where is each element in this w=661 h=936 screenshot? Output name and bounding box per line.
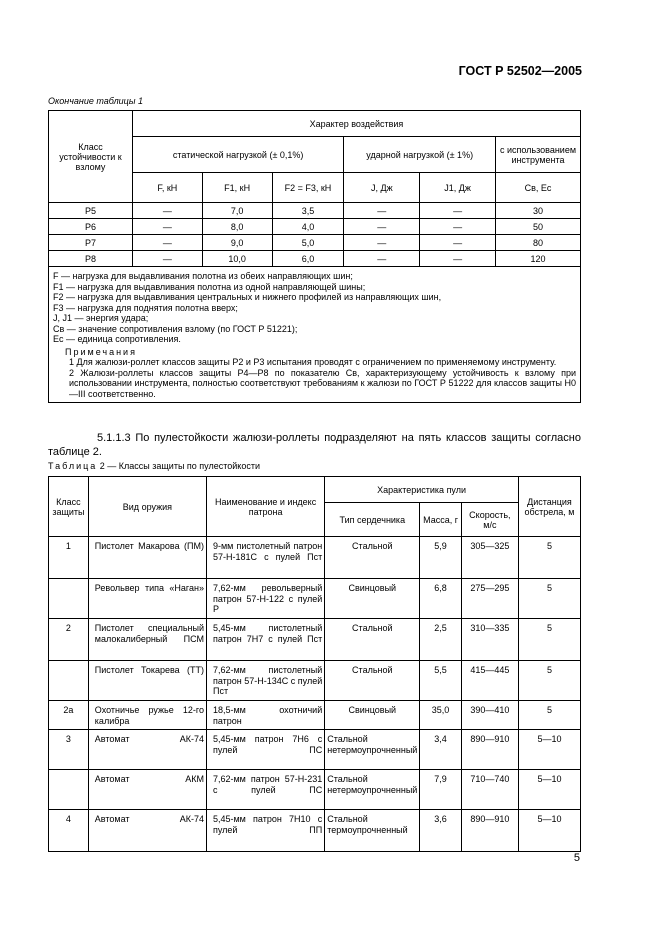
t1-cell: — bbox=[344, 203, 420, 219]
t2-cell-cartridge: 7,62-мм патрон 57-Н-231 с пулей ПС bbox=[206, 770, 324, 810]
t2-cell-dist: 5 bbox=[518, 661, 580, 701]
t1-cell: P7 bbox=[49, 235, 133, 251]
t2-cell-speed: 890—910 bbox=[461, 730, 518, 770]
document-header: ГОСТ Р 52502—2005 bbox=[458, 64, 582, 78]
t1-cell: 50 bbox=[496, 219, 581, 235]
legend-line: Cв — значение сопротивления взлому (по ГОСТ Р 51221); bbox=[53, 323, 298, 334]
t2-cell-cls bbox=[49, 661, 89, 701]
t1-cell: — bbox=[132, 251, 202, 267]
t1-cell: — bbox=[132, 235, 202, 251]
table2-caption-word: Таблица bbox=[48, 461, 98, 471]
t1-cell: P5 bbox=[49, 203, 133, 219]
t1-row bbox=[49, 219, 581, 235]
t2-cell-weapon: Пистолет Токарева (ТТ) bbox=[88, 661, 206, 701]
t2-cell-mass: 6,8 bbox=[420, 579, 461, 619]
note-1: 1 Для жалюзи-роллет классов защиты P2 и P3 испытания проводят с ограничением по применяемому инструменту. bbox=[69, 357, 557, 367]
t1-cell: 5,0 bbox=[272, 235, 344, 251]
t1-cell: 10,0 bbox=[202, 251, 272, 267]
t2-head-distance: Дистанция обстрела, м bbox=[518, 477, 580, 537]
t2-cell-speed: 390—410 bbox=[461, 701, 518, 730]
t2-row bbox=[49, 579, 581, 619]
t2-cell-cls: 2а bbox=[49, 701, 89, 730]
t2-cell-core: Стальной нетермоупрочненный bbox=[325, 730, 420, 770]
legend-line: F1 — нагрузка для выдавливания полотна из одной направляющей шины; bbox=[53, 281, 366, 292]
t1-row bbox=[49, 235, 581, 251]
page-number: 5 bbox=[573, 852, 580, 864]
t1-cell: — bbox=[344, 251, 420, 267]
t2-cell-speed: 710—740 bbox=[461, 770, 518, 810]
t2-cell-mass: 5,9 bbox=[420, 537, 461, 579]
t2-cell-cartridge: 5,45-мм патрон 7Н10 с пулей ПП bbox=[206, 810, 324, 852]
t2-cell-weapon: Автомат АК-74 bbox=[88, 810, 206, 852]
t2-cell-cartridge: 5,45-мм пистолетный патрон 7Н7 с пулей Пст bbox=[206, 619, 324, 661]
t1-cell: — bbox=[420, 219, 496, 235]
t2-head-core: Тип сердечника bbox=[325, 503, 420, 537]
t2-cell-cartridge: 7,62-мм пистолетный патрон 57-Н-134С с пулей Пст bbox=[206, 661, 324, 701]
t1-cell: 9,0 bbox=[202, 235, 272, 251]
t2-cell-mass: 2,5 bbox=[420, 619, 461, 661]
t2-row bbox=[49, 810, 581, 852]
t2-cell-weapon: Автомат АК-74 bbox=[88, 730, 206, 770]
note-2: 2 Жалюзи-роллеты классов защиты P4—P8 по показателю Cв, характеризующему устойчивость к взлому при использовании инструмента, полностью соответствуют требованиям к жалюзи по ГОСТ Р 51222 для классов защиты H0—III соответственно. bbox=[69, 367, 576, 399]
t2-head-weapon: Вид оружия bbox=[88, 477, 206, 537]
t2-cell-cls: 4 bbox=[49, 810, 89, 852]
t2-cell-core: Стальной термоупрочненный bbox=[325, 810, 420, 852]
t2-cell-cartridge: 9-мм пистолетный патрон 57-Н-181С с пулей Пст bbox=[206, 537, 324, 579]
table2-caption-rest: 2 — Классы защиты по пулестойкости bbox=[97, 461, 260, 471]
legend-line: F2 — нагрузка для выдавливания центральных и нижнего профилей из направляющих шин, bbox=[53, 292, 442, 302]
t2-cell-dist: 5—10 bbox=[518, 730, 580, 770]
table2-caption bbox=[48, 461, 260, 471]
t1-cell: — bbox=[420, 203, 496, 219]
t2-row bbox=[49, 537, 581, 579]
t1-cell: 8,0 bbox=[202, 219, 272, 235]
t1-cell: 3,5 bbox=[272, 203, 344, 219]
t1-notes bbox=[49, 267, 581, 403]
t2-head-class: Класс защиты bbox=[49, 477, 89, 537]
t2-cell-weapon: Пистолет специальный малокалиберный ПСМ bbox=[88, 619, 206, 661]
t2-cell-core: Стальной bbox=[325, 537, 420, 579]
t2-cell-speed: 415—445 bbox=[461, 661, 518, 701]
t2-row bbox=[49, 619, 581, 661]
t2-cell-mass: 7,9 bbox=[420, 770, 461, 810]
legend-line: J, J1 — энергия удара; bbox=[53, 313, 149, 323]
t1-head-impact: Характер воздействия bbox=[132, 111, 580, 137]
t2-cell-dist: 5 bbox=[518, 537, 580, 579]
t2-cell-cartridge: 7,62-мм револьверный патрон 57-Н-122 с пулей Р bbox=[206, 579, 324, 619]
t2-cell-mass: 3,4 bbox=[420, 730, 461, 770]
notes-title: Примечания bbox=[65, 346, 137, 357]
t2-cell-cls bbox=[49, 770, 89, 810]
t2-cell-dist: 5 bbox=[518, 701, 580, 730]
t2-cell-cls: 1 bbox=[49, 537, 89, 579]
t1-head-tool: с использованием инструмента bbox=[496, 137, 581, 173]
t2-cell-core: Свинцовый bbox=[325, 701, 420, 730]
legend-line: F — нагрузка для выдавливания полотна из обеих направляющих шин; bbox=[53, 271, 353, 281]
t2-cell-speed: 310—335 bbox=[461, 619, 518, 661]
t2-row bbox=[49, 770, 581, 810]
legend-line: F3 — нагрузка для поднятия полотна вверх; bbox=[53, 302, 238, 313]
t1-head-class: Класс устойчивости к взлому bbox=[49, 111, 133, 203]
t2-head-bullet: Характеристика пули bbox=[325, 477, 519, 503]
t2-head-mass: Масса, г bbox=[420, 503, 461, 537]
t1-head-static: статической нагрузкой (± 0,1%) bbox=[132, 137, 343, 173]
legend-line: Ec — единица сопротивления. bbox=[53, 334, 181, 344]
t2-cell-cls: 3 bbox=[49, 730, 89, 770]
t1-cell: — bbox=[420, 251, 496, 267]
table2 bbox=[48, 476, 581, 852]
t2-row bbox=[49, 701, 581, 730]
table1-caption: Окончание таблицы 1 bbox=[48, 96, 143, 106]
t1-row bbox=[49, 251, 581, 267]
t1-cell: 30 bbox=[496, 203, 581, 219]
t1-cell: P8 bbox=[49, 251, 133, 267]
t2-cell-dist: 5—10 bbox=[518, 770, 580, 810]
t1-sub-F1: F1, кН bbox=[202, 173, 272, 203]
t2-cell-cartridge: 5,45-мм патрон 7Н6 с пулей ПС bbox=[206, 730, 324, 770]
t2-cell-dist: 5 bbox=[518, 619, 580, 661]
t1-cell: 4,0 bbox=[272, 219, 344, 235]
t2-cell-cls: 2 bbox=[49, 619, 89, 661]
t1-cell: 120 bbox=[496, 251, 581, 267]
t2-head-cartridge: Наименование и индекс патрона bbox=[206, 477, 324, 537]
t1-cell: — bbox=[344, 219, 420, 235]
t2-cell-cartridge: 18,5-мм охотничий патрон bbox=[206, 701, 324, 730]
t2-cell-core: Стальной bbox=[325, 619, 420, 661]
t2-head-speed: Скорость, м/с bbox=[461, 503, 518, 537]
t1-head-shock: ударной нагрузкой (± 1%) bbox=[344, 137, 496, 173]
t2-cell-cls bbox=[49, 579, 89, 619]
t1-cell: — bbox=[132, 203, 202, 219]
t1-sub-J: J, Дж bbox=[344, 173, 420, 203]
t1-cell: P6 bbox=[49, 219, 133, 235]
t1-sub-J1: J1, Дж bbox=[420, 173, 496, 203]
t1-sub-F: F, кН bbox=[132, 173, 202, 203]
table1 bbox=[48, 110, 581, 403]
t1-sub-Cv: Cв, Ec bbox=[496, 173, 581, 203]
t1-cell: — bbox=[420, 235, 496, 251]
t2-cell-dist: 5 bbox=[518, 579, 580, 619]
t2-cell-weapon: Автомат АКМ bbox=[88, 770, 206, 810]
t1-row bbox=[49, 203, 581, 219]
t2-cell-mass: 5,5 bbox=[420, 661, 461, 701]
t2-cell-core: Свинцовый bbox=[325, 579, 420, 619]
t2-row bbox=[49, 730, 581, 770]
t2-cell-mass: 35,0 bbox=[420, 701, 461, 730]
t2-row bbox=[49, 661, 581, 701]
t2-cell-weapon: Пистолет Макарова (ПМ) bbox=[88, 537, 206, 579]
t2-cell-mass: 3,6 bbox=[420, 810, 461, 852]
t2-cell-weapon: Револьвер типа «Наган» bbox=[88, 579, 206, 619]
t2-cell-core: Стальной нетермоупрочненный bbox=[325, 770, 420, 810]
t1-cell: — bbox=[344, 235, 420, 251]
t1-cell: 80 bbox=[496, 235, 581, 251]
t1-cell: — bbox=[132, 219, 202, 235]
paragraph-5-1-1-3: 5.1.1.3 По пулестойкости жалюзи-роллеты подразделяют на пять классов защиты согласно таблице 2. bbox=[48, 432, 581, 458]
t2-cell-speed: 275—295 bbox=[461, 579, 518, 619]
t1-cell: 7,0 bbox=[202, 203, 272, 219]
t2-cell-dist: 5—10 bbox=[518, 810, 580, 852]
t1-sub-F2F3: F2 = F3, кН bbox=[272, 173, 344, 203]
t2-cell-core: Стальной bbox=[325, 661, 420, 701]
t1-cell: 6,0 bbox=[272, 251, 344, 267]
t2-cell-speed: 890—910 bbox=[461, 810, 518, 852]
t2-cell-weapon: Охотничье ружье 12-го калибра bbox=[88, 701, 206, 730]
t2-cell-speed: 305—325 bbox=[461, 537, 518, 579]
